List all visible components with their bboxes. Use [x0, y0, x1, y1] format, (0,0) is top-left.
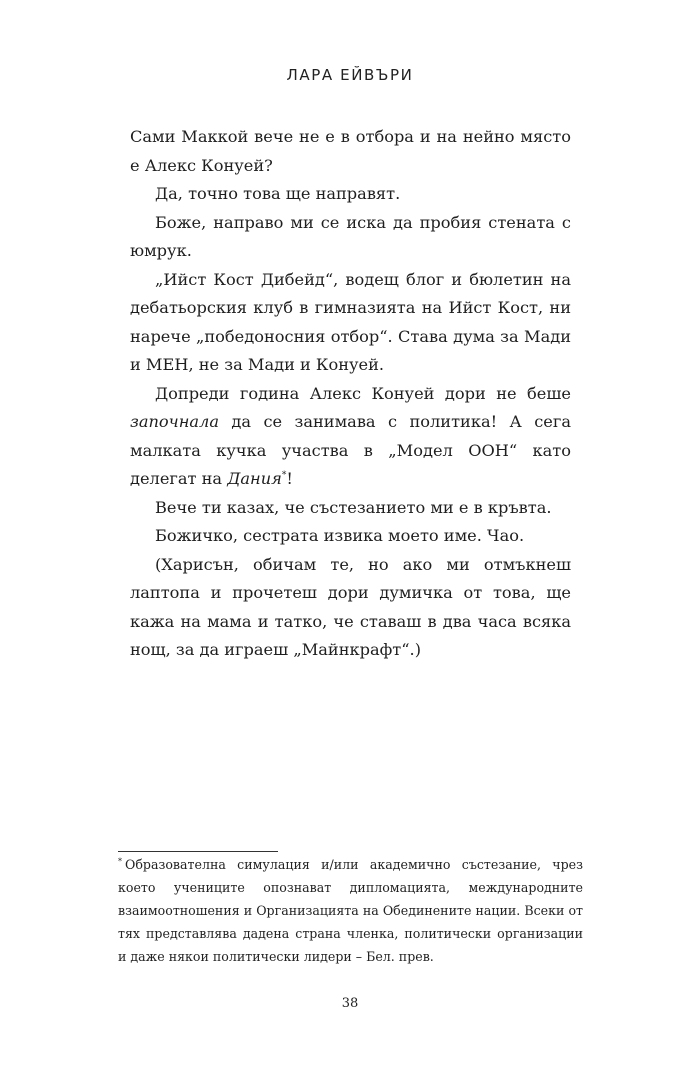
paragraph-5 — [130, 380, 571, 494]
paragraph-3: Боже, направо ми се иска да пробия стената с юмрук. — [130, 212, 571, 260]
paragraph-2: Да, точно това ще направят. — [155, 184, 401, 203]
running-head-author: ЛАРА ЕЙВЪРИ — [286, 66, 414, 84]
paragraph-6: Вече ти казах, че състезанието ми е в кръвта. — [155, 497, 552, 517]
paragraph-4: „Ийст Кост Дибейд“, водещ блог и бюлетин на дебатьорския клуб в гимназията на Ийст Кост, ни нарече „победоносния отбор“. Става дума за Мади и МЕН, не за Мади и Конуей. — [130, 269, 571, 374]
paragraph-5-italic-1: започнала — [130, 412, 219, 431]
paragraph-8: (Харисън, обичам те, но ако ми отмъкнеш лаптопа и прочетеш дори думичка от това, ще кажа на мама и татко, че ставаш в два часа всяка нощ, за да играеш „Майнкрафт“.) — [130, 554, 571, 659]
paragraph-5-part-2: да се занимава с политика! А сега малката кучка участва в „Модел ООН“ като делегат на — [130, 412, 571, 488]
footnote-reference[interactable]: * — [281, 470, 287, 481]
paragraph-1: Сами Маккой вече не е в отбора и на нейно място е Алекс Конуей? — [130, 127, 571, 175]
footnote — [118, 853, 583, 968]
footnote-text: Образователна симулация и/или академично състезание, чрез което учениците опознават дипломацията, международните взаимоотношения и Организацията на Обединените нации. Всеки от тях представлява дадена страна членка, политически организации и даже някои политически лидери – Бел. прев. — [118, 857, 583, 964]
paragraph-5-italic-2: Дания — [227, 469, 282, 488]
footnote-mark: * — [118, 856, 122, 866]
page-number: 38 — [341, 996, 359, 1011]
footnote-divider — [118, 851, 278, 852]
paragraph-5-part-3: ! — [286, 469, 293, 488]
paragraph-5-part-1: Допреди година Алекс Конуей дори не беше — [155, 383, 571, 403]
paragraph-7: Божичко, сестрата извика моето име. Чао. — [155, 526, 525, 545]
body-text — [130, 123, 571, 665]
